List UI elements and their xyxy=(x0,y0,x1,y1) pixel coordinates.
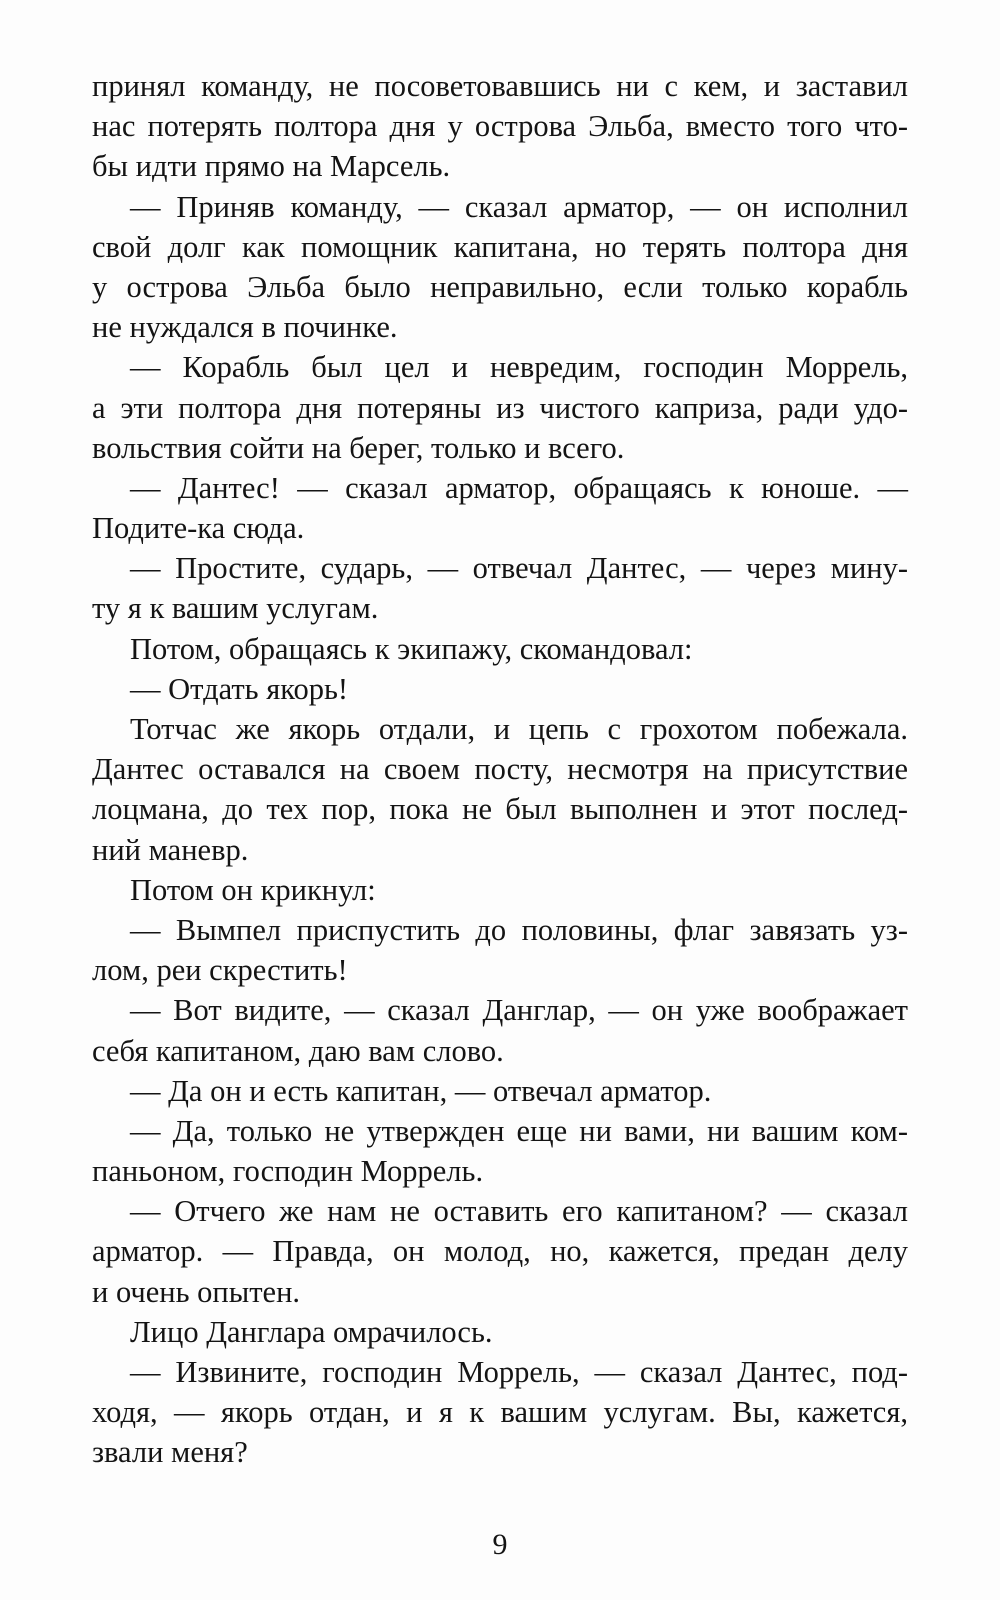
text-line: а эти полтора дня потеряны из чистого каприза, ради удо- xyxy=(92,390,908,425)
text-line: лоцмана, до тех пор, пока не был выполнен и этот послед- xyxy=(92,792,908,827)
text-line: бы идти прямо на Марсель. xyxy=(92,149,451,184)
text-line: — Дантес! — сказал арматор, обращаясь к юноше. — xyxy=(130,470,908,505)
text-line: себя капитаном, даю вам слово. xyxy=(92,1033,504,1068)
text-line: — Вот видите, — сказал Данглар, — он уже воображает xyxy=(130,993,908,1028)
text-line: — Отчего же нам не оставить его капитаном? — сказал xyxy=(130,1194,908,1229)
text-line: — Да, только не утвержден еще ни вами, ни вашим ком- xyxy=(130,1113,908,1148)
text-line: — Отдать якорь! xyxy=(130,671,349,706)
text-line: — Приняв команду, — сказал арматор, — он исполнил xyxy=(130,189,908,224)
text-line: Лицо Данглара омрачилось. xyxy=(130,1314,493,1349)
page-number: 9 xyxy=(492,1528,508,1561)
text-line: Подите-ка сюда. xyxy=(92,511,305,546)
text-line: Тотчас же якорь отдали, и цепь с грохотом побежала. xyxy=(130,712,908,746)
text-line: вольствия сойти на берег, только и всего. xyxy=(92,430,625,465)
text-line: — Корабль был цел и невредим, господин Моррель, xyxy=(130,350,908,385)
text-line: ту я к вашим услугам. xyxy=(92,591,379,626)
page-text xyxy=(92,66,908,1473)
text-line: не нуждался в починке. xyxy=(92,310,398,345)
text-line: принял команду, не посоветовавшись ни с кем, и заставил xyxy=(92,69,908,103)
text-line: Потом он крикнул: xyxy=(130,872,376,907)
text-line: — Да он и есть капитан, — отвечал арматор. xyxy=(130,1073,712,1108)
text-line: — Извините, господин Моррель, — сказал Дантес, под- xyxy=(130,1355,908,1389)
text-line: звали меня? xyxy=(92,1435,248,1470)
text-line: арматор. — Правда, он молод, но, кажется, предан делу xyxy=(92,1234,908,1269)
text-line: нас потерять полтора дня у острова Эльба, вместо того что- xyxy=(92,109,908,144)
text-line: Потом, обращаясь к экипажу, скомандовал: xyxy=(130,631,693,666)
text-line: Дантес оставался на своем посту, несмотря на присутствие xyxy=(92,752,908,787)
text-line: ходя, — якорь отдан, и я к вашим услугам. Вы, кажется, xyxy=(92,1395,908,1430)
text-line: ний маневр. xyxy=(92,832,249,867)
text-line: — Вымпел приспустить до половины, флаг завязать уз- xyxy=(130,912,908,947)
text-line: — Простите, сударь, — отвечал Дантес, — через мину- xyxy=(130,551,908,586)
text-line: и очень опытен. xyxy=(92,1274,301,1309)
text-line: лом, реи скрестить! xyxy=(92,953,348,988)
text-line: паньоном, господин Моррель. xyxy=(92,1154,484,1189)
text-line: свой долг как помощник капитана, но терять полтора дня xyxy=(92,229,908,264)
text-line: у острова Эльба было неправильно, если только корабль xyxy=(92,269,908,304)
